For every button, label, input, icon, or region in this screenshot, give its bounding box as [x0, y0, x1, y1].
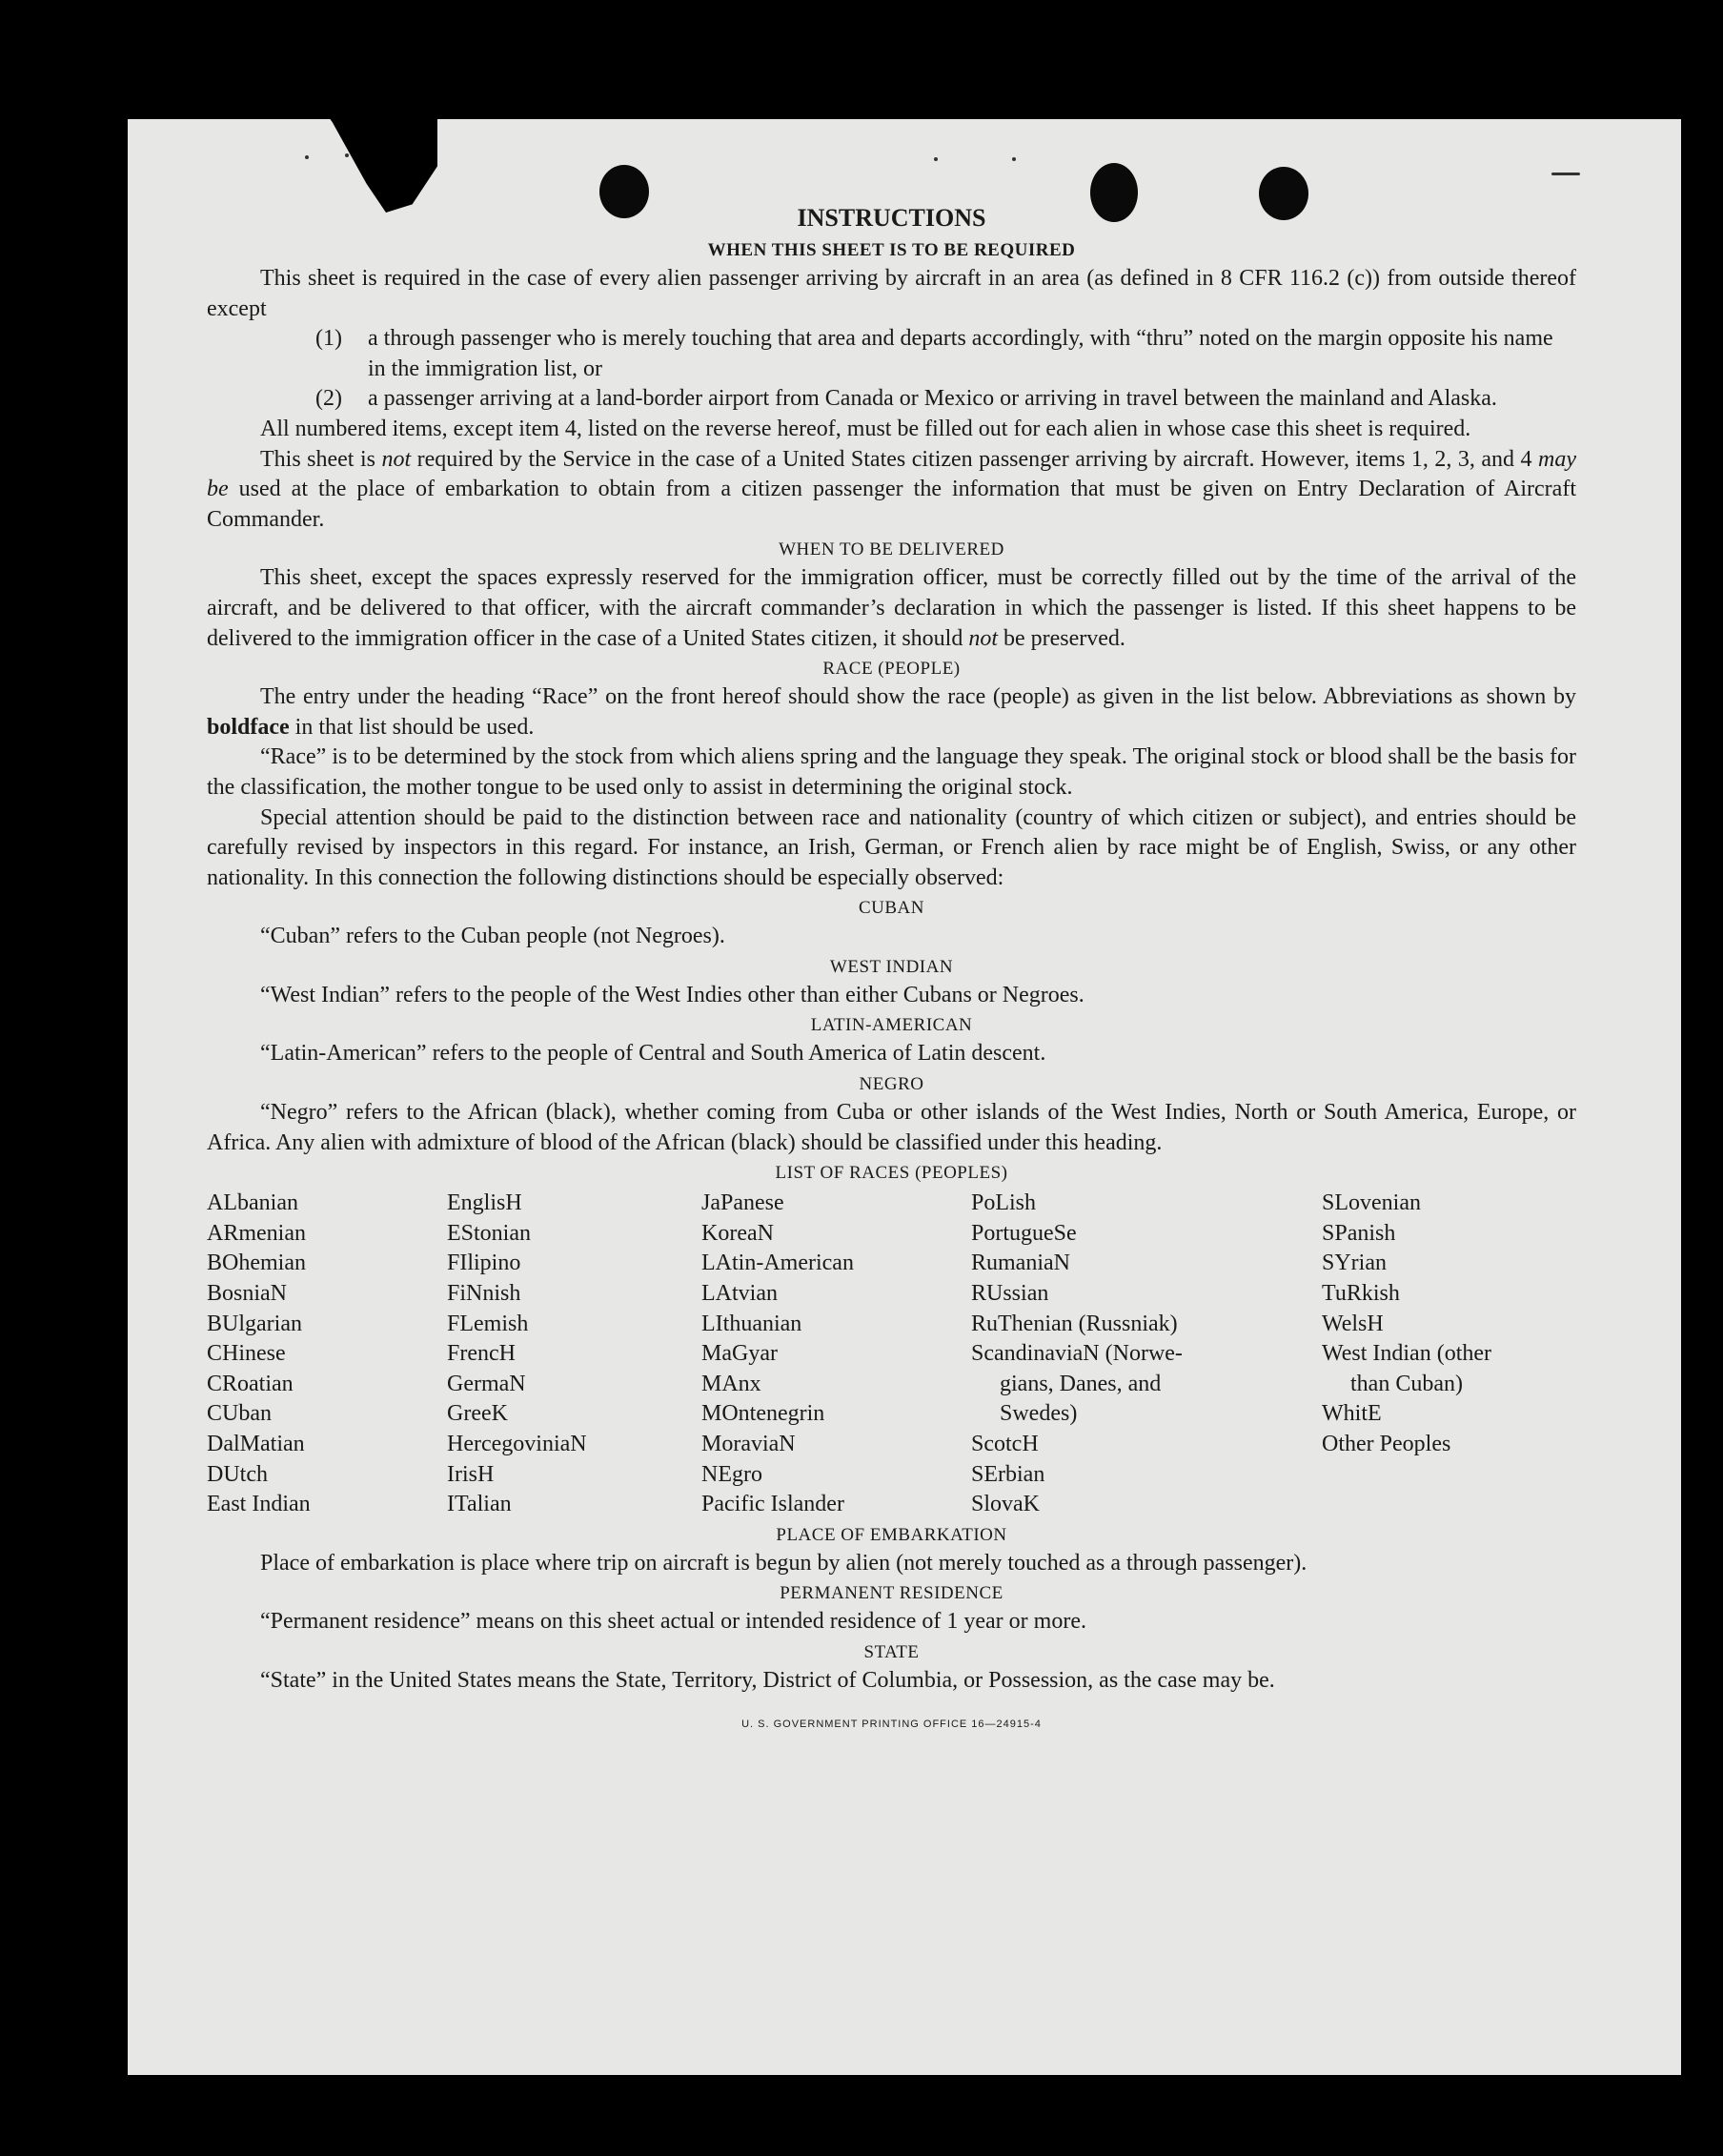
race-item: ScandinaviaN (Norwe-	[971, 1341, 1183, 1367]
speck	[1012, 157, 1016, 161]
race-item: HercegoviniaN	[447, 1432, 587, 1456]
document-sheet	[128, 119, 1681, 2075]
text-run: The entry under the heading “Race” on the front hereof should show the race (people) as given in the list below. Abbreviations as shown by	[260, 684, 1576, 710]
heading-embarkation: PLACE OF EMBARKATION	[776, 1524, 1007, 1545]
paragraph-embarkation: Place of embarkation is place where trip on aircraft is begun by alien (not merely touched as a through passenger).	[260, 1550, 1307, 1576]
page-title: INSTRUCTIONS	[797, 204, 986, 232]
race-item: PortugueSe	[971, 1220, 1077, 1246]
exception-number: (2)	[315, 386, 342, 412]
heading-state: STATE	[863, 1641, 920, 1662]
race-item: FIlipino	[447, 1251, 521, 1276]
exception-text: a passenger arriving at a land-border airport from Canada or Mexico or arriving in travel between the mainland and Alaska.	[368, 386, 1497, 412]
race-item: CHinese	[207, 1341, 286, 1367]
race-column	[701, 1189, 971, 1520]
speck	[1551, 173, 1580, 175]
race-item: FiNnish	[447, 1281, 521, 1307]
heading-when-required: WHEN THIS SHEET IS TO BE REQUIRED	[707, 240, 1076, 260]
exception-number: (1)	[315, 326, 342, 352]
race-item: BosniaN	[207, 1281, 287, 1307]
heading-west-indian: WEST INDIAN	[829, 956, 954, 977]
race-item: Swedes)	[1000, 1401, 1078, 1427]
race-item: SErbian	[971, 1461, 1045, 1487]
speck	[305, 155, 309, 159]
race-item: BOhemian	[207, 1251, 306, 1276]
race-item: SPanish	[1322, 1220, 1396, 1246]
race-item: RumaniaN	[971, 1251, 1070, 1276]
speck	[934, 157, 938, 161]
race-item: Other Peoples	[1322, 1432, 1451, 1456]
race-item: CUban	[207, 1401, 272, 1427]
torn-corner	[323, 119, 437, 213]
exception-2	[207, 384, 1576, 415]
race-item: RUssian	[971, 1281, 1049, 1307]
race-item: WelsH	[1322, 1311, 1384, 1336]
race-item: gians, Danes, and	[1000, 1371, 1162, 1396]
race-item: BUlgarian	[207, 1311, 302, 1336]
paragraph-numbered-items: All numbered items, except item 4, listed on the reverse hereof, must be filled out for each alien in whose case this sheet is required.	[260, 416, 1471, 441]
race-item: ScotcH	[971, 1432, 1039, 1456]
race-item: PoLish	[971, 1190, 1037, 1216]
exception-text: a through passenger who is merely touching that area and departs accordingly, with “thru” noted on the margin opposite his name in the immigration list, or	[368, 326, 1553, 381]
race-item: MAnx	[701, 1371, 761, 1396]
race-item: ARmenian	[207, 1220, 306, 1246]
race-item: SlovaK	[971, 1492, 1040, 1517]
race-item: NEgro	[701, 1461, 762, 1487]
paragraph-race-stock: “Race” is to be determined by the stock from which aliens spring and the language they speak. The original stock or blood shall be the basis for the classification, the mother tongue to be used only to assist in determining the original stock.	[207, 744, 1576, 800]
heading-permanent-residence: PERMANENT RESIDENCE	[780, 1583, 1003, 1604]
race-list	[207, 1189, 1576, 1520]
heading-when-delivered: WHEN TO BE DELIVERED	[779, 539, 1004, 560]
text-run: This sheet is	[260, 446, 382, 472]
race-item: RuThenian (Russniak)	[971, 1311, 1178, 1336]
text-run: be preserved.	[998, 625, 1125, 651]
text-run: in that list should be used.	[289, 714, 535, 740]
definition-cuban: “Cuban” refers to the Cuban people (not Negroes).	[260, 924, 725, 949]
text-run: required by the Service in the case of a United States citizen passenger arriving by aircraft. However, items 1, 2, 3, and 4	[411, 446, 1538, 472]
paragraph-required-intro: This sheet is required in the case of every alien passenger arriving by aircraft in an area (as defined in 8 CFR 116.2 (c)) from outside thereof except	[207, 266, 1576, 321]
race-item: WhitE	[1322, 1401, 1382, 1427]
race-item: MaGyar	[701, 1341, 778, 1367]
race-item: West Indian (other	[1322, 1341, 1492, 1367]
race-item: LIthuanian	[701, 1311, 802, 1336]
race-item: LAtvian	[701, 1281, 778, 1307]
race-item: IrisH	[447, 1461, 495, 1487]
paragraph-delivery	[207, 563, 1576, 654]
race-item: FrencH	[447, 1341, 516, 1367]
paragraph-permanent-residence: “Permanent residence” means on this sheet actual or intended residence of 1 year or more.	[260, 1609, 1086, 1635]
text-run: used at the place of embarkation to obtain from a citizen passenger the information that must be given on Entry Declaration of Aircraft Commander.	[207, 477, 1576, 532]
italic-not: not	[381, 446, 412, 472]
race-item: TuRkish	[1322, 1281, 1400, 1307]
race-item: ITalian	[447, 1492, 512, 1517]
paragraph-race-nationality: Special attention should be paid to the distinction between race and nationality (country of which citizen or subject), and entries should be carefully revised by inspectors in this regard. For instance, an Irish, German, or French alien by race might be of English, Swiss, or any other nationality. In this connection the following distinctions should be especially observed:	[207, 804, 1576, 890]
race-item: East Indian	[207, 1492, 311, 1517]
heading-race: RACE (PEOPLE)	[822, 659, 961, 680]
race-item: than Cuban)	[1350, 1371, 1463, 1396]
race-item: DalMatian	[207, 1432, 305, 1456]
race-item: ALbanian	[207, 1190, 298, 1216]
race-item: CRoatian	[207, 1371, 294, 1396]
race-item: JaPanese	[701, 1190, 784, 1216]
race-item: DUtch	[207, 1461, 268, 1487]
printer-imprint: U. S. GOVERNMENT PRINTING OFFICE 16—24915-4	[741, 1718, 1042, 1730]
heading-negro: NEGRO	[859, 1074, 924, 1095]
race-item: EnglisH	[447, 1190, 522, 1216]
race-item: GermaN	[447, 1371, 526, 1396]
race-item: FLemish	[447, 1311, 529, 1336]
race-item: MoraviaN	[701, 1432, 796, 1456]
heading-latin-american: LATIN-AMERICAN	[810, 1015, 973, 1036]
instructions-body	[207, 201, 1576, 1739]
italic-may-be: may be	[207, 446, 1576, 502]
race-item: EStonian	[447, 1220, 531, 1246]
race-column	[1322, 1189, 1570, 1520]
definition-negro: “Negro” refers to the African (black), whether coming from Cuba or other islands of the West Indies, North or South America, Europe, or Africa. Any alien with admixture of blood of the African (black) should be classified under this heading.	[207, 1100, 1576, 1155]
race-item: LAtin-American	[701, 1251, 854, 1276]
definition-west-indian: “West Indian” refers to the people of the West Indies other than either Cubans or Negroes.	[260, 982, 1084, 1007]
paragraph-race-entry	[207, 682, 1576, 742]
race-item: KoreaN	[701, 1220, 774, 1246]
race-item: SLovenian	[1322, 1190, 1421, 1216]
race-item: Pacific Islander	[701, 1492, 844, 1517]
heading-list-of-races: LIST OF RACES (PEOPLES)	[775, 1163, 1008, 1184]
paragraph-state: “State” in the United States means the State, Territory, District of Columbia, or Possession, as the case may be.	[260, 1667, 1275, 1693]
exception-1	[207, 324, 1576, 384]
race-item: GreeK	[447, 1401, 508, 1427]
italic-not: not	[968, 625, 998, 651]
paragraph-citizen	[207, 445, 1576, 536]
race-column	[447, 1189, 701, 1520]
definition-latin-american: “Latin-American” refers to the people of Central and South America of Latin descent.	[260, 1041, 1046, 1067]
race-item: SYrian	[1322, 1251, 1387, 1276]
speck	[345, 153, 349, 157]
text-run: This sheet, except the spaces expressly reserved for the immigration officer, must be correctly filled out by the time of the arrival of the aircraft, and be delivered to that officer, with the aircraft commander’s declaration in which the passenger is listed. If this sheet happens to be delivered to the immigration officer in the case of a United States citizen, it should	[207, 565, 1576, 651]
heading-cuban: CUBAN	[858, 898, 924, 919]
bold-boldface: boldface	[207, 714, 290, 740]
race-column	[971, 1189, 1322, 1520]
race-column	[207, 1189, 447, 1520]
race-item: MOntenegrin	[701, 1401, 825, 1427]
